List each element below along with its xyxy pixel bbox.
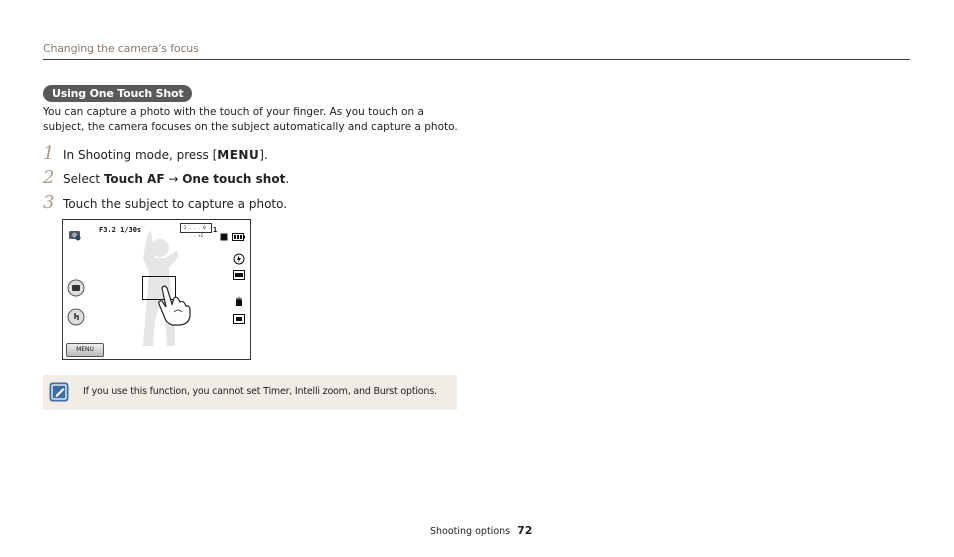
step-prefix: Select <box>63 172 104 186</box>
step-suffix: ]. <box>259 148 268 162</box>
footer-section-label: Shooting options <box>430 526 511 537</box>
metering-icon <box>233 309 245 328</box>
note-box <box>43 375 457 410</box>
battery-icon <box>232 226 245 245</box>
memory-card-icon <box>220 226 228 245</box>
smart-mode-icon <box>68 226 81 245</box>
section-title: Using One Touch Shot <box>43 85 192 102</box>
step-number: 2 <box>43 167 55 188</box>
step-suffix: . <box>285 172 290 186</box>
step-2 <box>43 167 289 188</box>
step-number: 3 <box>43 192 55 213</box>
arrow: → <box>164 172 183 186</box>
step-1 <box>43 143 268 164</box>
menu-button: MENU <box>66 343 104 357</box>
ev-scale: -2 . . . 0 . . . +2 <box>181 225 211 238</box>
step-text <box>63 148 268 162</box>
page-number: 72 <box>517 524 533 537</box>
note-pencil-icon <box>49 382 69 402</box>
intro-line-2: subject, the camera focuses on the subject automatically and capture a photo. <box>43 121 458 133</box>
touch-af-button-icon <box>67 308 85 330</box>
menu-path-touch-af: Touch AF <box>103 172 165 186</box>
mode-button-icon <box>67 279 85 301</box>
page-header: Changing the camera’s focus <box>43 42 199 55</box>
note-text: If you use this function, you cannot set Timer, Intelli zoom, and Burst options. <box>83 386 437 397</box>
intro-line-1: You can capture a photo with the touch of your finger. As you touch on a <box>43 106 424 118</box>
camera-lcd-illustration <box>62 219 251 360</box>
intro-paragraph <box>43 105 463 135</box>
step-3 <box>43 192 287 213</box>
menu-path-one-touch-shot: One touch shot <box>182 172 286 186</box>
exposure-readout: F3.2 1/30s <box>99 226 142 234</box>
menu-key-label: MENU <box>217 148 260 162</box>
page-footer <box>430 524 532 537</box>
shot-count: 1 <box>213 226 218 234</box>
step-text <box>63 172 289 186</box>
hand-pointer-icon <box>156 284 192 326</box>
step-prefix: In Shooting mode, press [ <box>63 148 218 162</box>
photo-size-icon <box>233 265 245 284</box>
step-text: Touch the subject to capture a photo. <box>63 197 288 211</box>
step-number: 1 <box>43 143 55 164</box>
header-divider <box>43 59 910 60</box>
